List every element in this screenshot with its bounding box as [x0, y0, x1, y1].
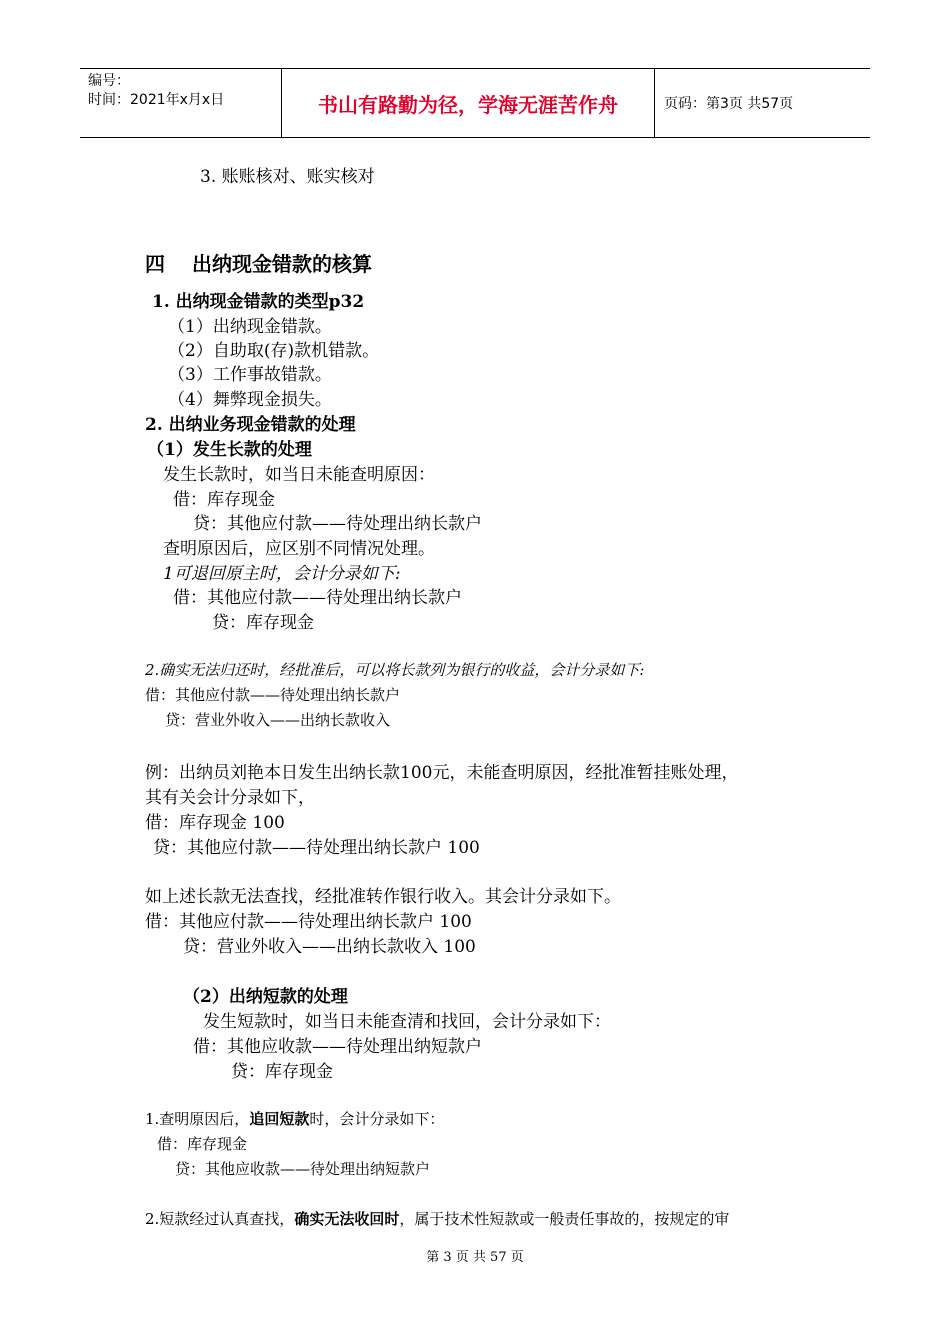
subheading-handling: 2. 出纳业务现金错款的处理	[145, 415, 356, 435]
journal-credit: 贷：其他应收款——待处理出纳短款户	[175, 1160, 431, 1178]
journal-debit: 借：库存现金	[157, 1135, 248, 1153]
number-label: 编号：	[88, 73, 130, 89]
section-heading: 四 出纳现金错款的核算	[145, 252, 372, 276]
type-item-3: （3）工作事故错款。	[168, 365, 332, 385]
text-line-italic: 2.确实无法归还时，经批准后，可以将长款列为银行的收益，会计分录如下:	[145, 661, 645, 679]
paragraph-text: ，属于技术性短款或一般责任事故的，按规定的审	[399, 1210, 730, 1228]
journal-credit: 贷：库存现金	[231, 1062, 333, 1082]
text-line: 如上述长款无法查找，经批准转作银行收入。其会计分录如下。	[145, 887, 621, 907]
paragraph-text: 时，会计分录如下：	[309, 1110, 445, 1128]
journal-credit: 贷：营业外收入——出纳长款收入 100	[183, 937, 476, 957]
journal-credit: 贷：库存现金	[212, 613, 314, 633]
subheading-types: 1. 出纳现金错款的类型p32	[152, 292, 365, 312]
page-header	[80, 68, 870, 138]
journal-debit: 借：库存现金	[173, 490, 275, 510]
text-line-italic: 1可退回原主时，会计分录如下:	[163, 564, 401, 584]
time-label: 时间：2021年x月x日	[88, 92, 225, 108]
journal-credit: 贷：营业外收入——出纳长款收入	[165, 711, 391, 729]
journal-credit: 贷：其他应付款——待处理出纳长款户 100	[153, 838, 480, 858]
paragraph-emphasis: 追回短款	[249, 1110, 310, 1128]
header-motto: 书山有路勤为径，学海无涯苦作舟	[282, 69, 655, 137]
paragraph-recovered	[145, 1108, 444, 1129]
paragraph-unrecoverable	[145, 1208, 729, 1229]
journal-credit: 贷：其他应付款——待处理出纳长款户	[193, 514, 482, 534]
type-item-2: （2）自助取(存)款机错款。	[168, 341, 380, 361]
journal-debit: 借：其他应付款——待处理出纳长款户 100	[145, 912, 472, 932]
header-meta	[80, 69, 282, 137]
journal-debit: 借：其他应付款——待处理出纳长款户	[145, 686, 401, 704]
paragraph-text: 1.查明原因后，	[145, 1110, 250, 1128]
journal-debit: 借：其他应收款——待处理出纳短款户	[193, 1037, 482, 1057]
paragraph-text: 2.短款经过认真查找，	[145, 1210, 295, 1228]
text-line: 发生长款时，如当日未能查明原因：	[163, 465, 435, 485]
example-line-2: 其有关会计分录如下，	[145, 788, 315, 808]
type-item-1: （1）出纳现金错款。	[168, 317, 332, 337]
line-reconcile: 3. 账账核对、账实核对	[200, 167, 375, 187]
subheading-shortage: （2）出纳短款的处理	[183, 987, 348, 1007]
journal-debit: 借：库存现金 100	[145, 813, 285, 833]
paragraph-emphasis: 确实无法收回时	[294, 1210, 400, 1228]
text-line: 查明原因后，应区别不同情况处理。	[163, 539, 435, 559]
header-page-info: 页码：第3页 共57页	[664, 96, 794, 112]
example-line-1: 例：出纳员刘艳本日发生出纳长款100元，未能查明原因，经批准暂挂账处理，	[145, 763, 739, 783]
subheading-overage: （1）发生长款的处理	[147, 440, 312, 460]
page-footer: 第 3 页 共 57 页	[426, 1250, 524, 1265]
text-line: 发生短款时，如当日未能查清和找回，会计分录如下：	[203, 1012, 611, 1032]
journal-debit: 借：其他应付款——待处理出纳长款户	[173, 588, 462, 608]
type-item-4: （4）舞弊现金损失。	[168, 390, 332, 410]
